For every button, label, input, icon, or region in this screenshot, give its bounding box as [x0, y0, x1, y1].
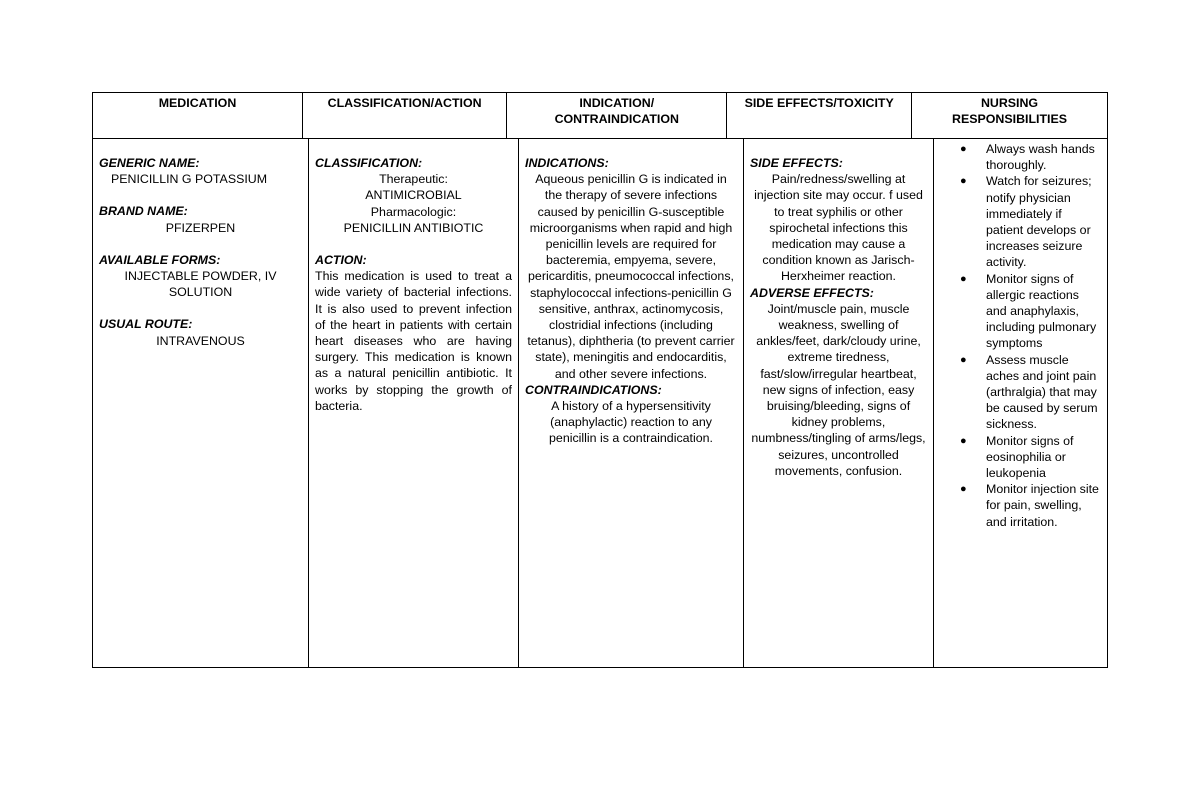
side-effects-label: SIDE EFFECTS:: [750, 156, 843, 170]
brand-name-label: BRAND NAME:: [99, 204, 188, 219]
bullet-icon: ●: [960, 434, 967, 447]
header-medication: MEDICATION: [93, 93, 303, 138]
therapeutic-label: Therapeutic:: [379, 172, 448, 187]
bullet-icon: ●: [960, 483, 967, 496]
pharmacologic-label: Pharmacologic:: [370, 204, 457, 219]
side-effects-cell: [744, 139, 934, 667]
action-text: This medication is used to treat a wide variety of bacterial infections. It is also used to prevent infection of the heart in patients with certain heart diseases who are having surgery. This medication is known as a natural penicillin antibiotic. It works by stopping the growth of bacteria.: [315, 269, 512, 413]
bullet-icon: ●: [960, 175, 967, 188]
bullet-icon: ●: [960, 272, 967, 285]
usual-route-label: USUAL ROUTE:: [99, 317, 193, 332]
nursing-cell: [934, 139, 1107, 667]
available-forms-label: AVAILABLE FORMS:: [99, 252, 221, 267]
medication-table: [92, 92, 1108, 668]
classification-cell: [309, 139, 519, 667]
available-forms-value: INJECTABLE POWDER, IV SOLUTION: [124, 269, 277, 300]
generic-name-value: PENICILLIN G POTASSIUM: [111, 172, 268, 187]
generic-name-label: GENERIC NAME:: [99, 156, 200, 170]
indications-label: INDICATIONS:: [525, 156, 609, 170]
adverse-effects-label: ADVERSE EFFECTS:: [750, 285, 874, 300]
medication-cell: [93, 139, 309, 667]
header-nursing-responsibilities: NURSING RESPONSIBILITIES: [952, 96, 1068, 127]
list-item: ● Watch for seizures; notify physician immediately if patient develops or increases seizure activity.: [960, 174, 1092, 270]
usual-route-value: INTRAVENOUS: [156, 333, 245, 348]
classification-label: CLASSIFICATION:: [315, 156, 423, 170]
pharmacologic-value: PENICILLIN ANTIBIOTIC: [343, 220, 484, 235]
list-item: ● Monitor signs of allergic reactions and anaphylaxis, including pulmonary symptoms: [960, 271, 1097, 351]
table-header-row: [93, 93, 1107, 139]
list-item: ● Always wash hands thoroughly.: [960, 142, 1095, 173]
contraindications-label: CONTRAINDICATIONS:: [525, 382, 662, 397]
bullet-icon: ●: [960, 353, 967, 366]
nursing-list: [960, 141, 1099, 530]
brand-name-value: PFIZERPEN: [165, 220, 236, 235]
side-effects-text: Pain/redness/swelling at injection site may occur. f used to treat syphilis or other spirochetal infections this medication may cause a condition known as Jarisch-Herxheimer reaction.: [754, 172, 923, 284]
adverse-effects-text: Joint/muscle pain, muscle weakness, swelling of ankles/feet, dark/cloudy urine, extreme tiredness, fast/slow/irregular heartbeat, new signs of infection, easy bruising/bleeding, signs of kidney problems, numbness/tingling of arms/legs, seizures, uncontrolled movements, confusion.: [751, 301, 926, 478]
table-body-row: [93, 139, 1107, 667]
header-side-effects-toxicity: SIDE EFFECTS/TOXICITY: [727, 93, 912, 138]
indications-text: Aqueous penicillin G is indicated in the therapy of severe infections caused by penicillin G-susceptible microorganisms when rapid and high penicillin levels are required for bacteremia, empyema, severe, pericarditis, pneumococcal infections, staphylococcal infections-penicillin G sensitive, anthrax, actinomycosis, clostridial infections (including tetanus), diphtheria (to prevent carrier state), meningitis and endocarditis, and other severe infections.: [527, 172, 735, 381]
list-item: ● Assess muscle aches and joint pain (arthralgia) that may be caused by serum sickness.: [960, 352, 1098, 432]
indication-cell: [519, 139, 744, 667]
header-indication-contraindication: INDICATION/ CONTRAINDICATION: [507, 93, 727, 138]
bullet-icon: ●: [960, 143, 967, 155]
list-item: ● Monitor signs of eosinophilia or leukopenia: [960, 433, 1074, 481]
therapeutic-value: ANTIMICROBIAL: [365, 188, 462, 203]
header-classification-action: CLASSIFICATION/ACTION: [303, 93, 507, 138]
list-item: ● Monitor injection site for pain, swelling, and irritation.: [960, 482, 1099, 529]
action-label: ACTION:: [315, 253, 367, 268]
contraindications-text: A history of a hypersensitivity (anaphylactic) reaction to any penicillin is a contraindication.: [549, 399, 713, 446]
